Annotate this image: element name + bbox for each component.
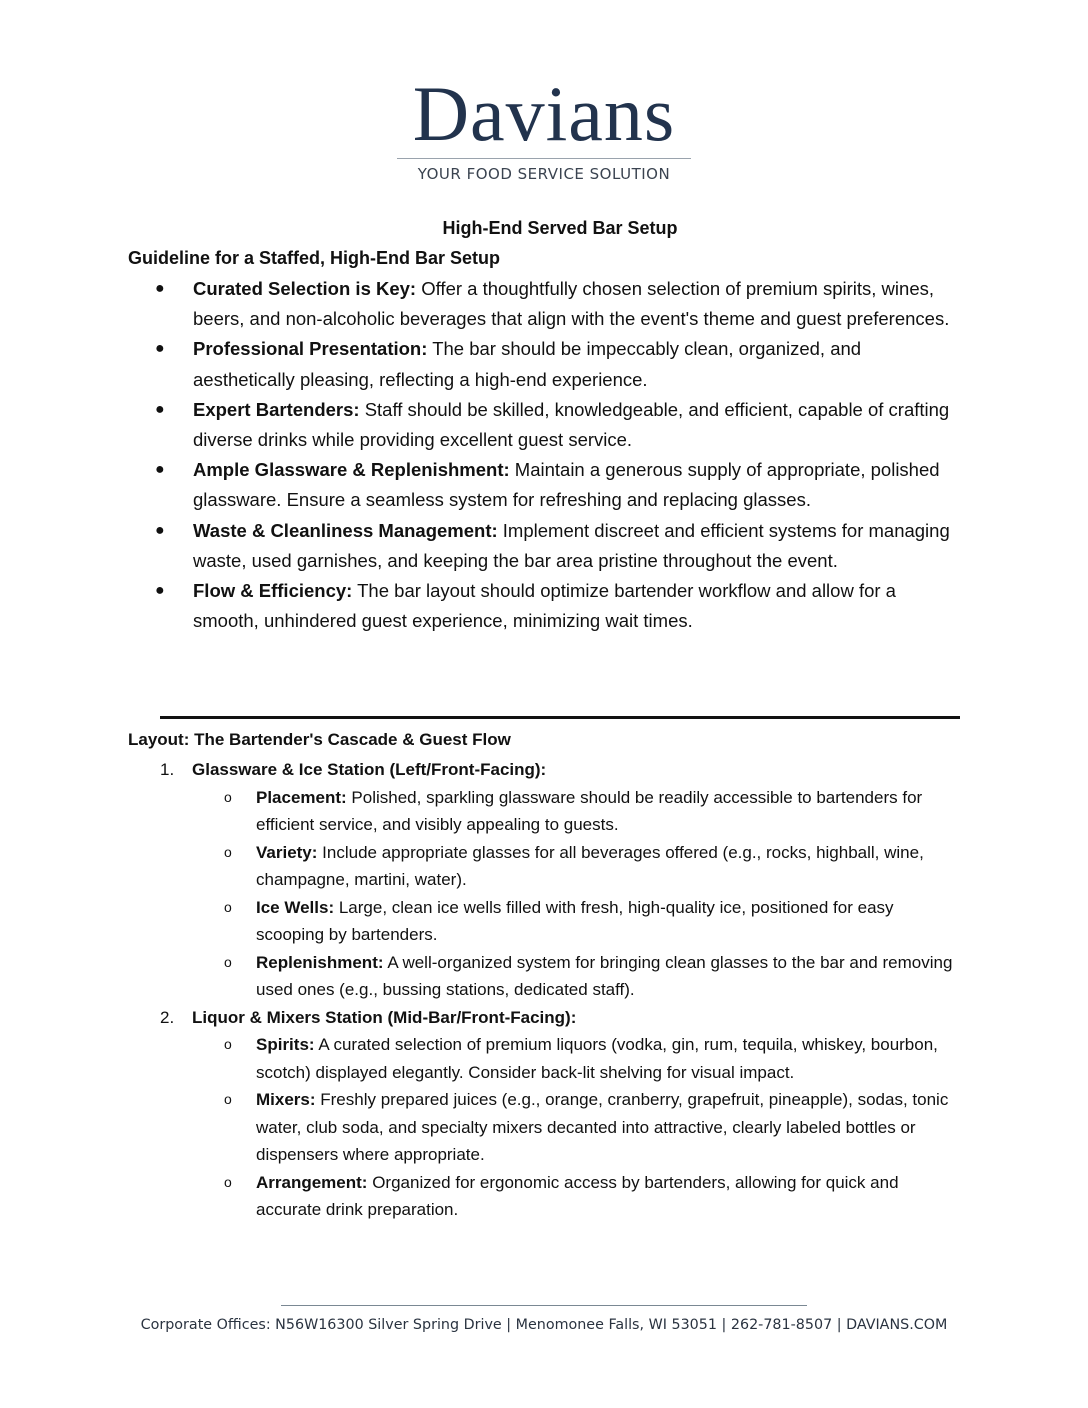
hollow-bullet-icon: o (224, 1091, 232, 1107)
bullet-icon: ● (155, 461, 165, 479)
hollow-bullet-icon: o (224, 843, 232, 860)
logo-tagline: YOUR FOOD SERVICE SOLUTION (417, 165, 671, 183)
station-number: 2. (160, 1007, 175, 1027)
station-list (160, 756, 960, 1224)
subitem-label: Ice Wells: (256, 897, 335, 917)
bullet-icon: ● (155, 400, 165, 418)
subitem-label: Spirits: (256, 1035, 315, 1054)
subitem-text: Polished, sparkling glassware should be readily accessible to bartenders for efficient service, and visibly appealing to guests. (256, 787, 923, 834)
subitem-label: Arrangement: (256, 1172, 368, 1192)
station-title: Glassware & Ice Station (Left/Front-Facing): (192, 760, 547, 779)
station-item (160, 1004, 960, 1224)
station-subitem (192, 784, 960, 839)
logo-divider (397, 158, 691, 159)
hollow-bullet-icon: o (224, 953, 232, 970)
guideline-item-text: Maintain a generous supply of appropriate, polished glassware. Ensure a seamless system for refreshing and replacing glasses. (193, 459, 940, 511)
bullet-icon: ● (155, 340, 165, 358)
guideline-item-label: Professional Presentation: (193, 338, 428, 360)
layout-heading: Layout: The Bartender's Cascade & Guest Flow (128, 730, 511, 749)
guideline-item-text: Implement discreet and efficient systems for managing waste, used garnishes, and keeping the bar area pristine throughout the event. (193, 519, 950, 571)
station-sublist (192, 784, 960, 1004)
guideline-item (155, 274, 965, 334)
footer-divider (281, 1305, 807, 1306)
guideline-item-label: Ample Glassware & Replenishment: (193, 459, 510, 481)
footer-address: Corporate Offices: N56W16300 Silver Spring Drive | Menomonee Falls, WI 53051 | 262-781-8507 | DAVIANS.COM (140, 1317, 948, 1333)
bullet-icon: ● (155, 280, 165, 297)
subitem-text: Freshly prepared juices (e.g., orange, cranberry, grapefruit, pineapple), sodas, tonic water, club soda, and specialty mixers decanted into attractive, clearly labeled bottles or dispensers where appropriate. (256, 1090, 949, 1164)
bullet-icon: ● (155, 582, 165, 600)
hollow-bullet-icon: o (224, 898, 232, 915)
station-subitem (192, 1031, 960, 1086)
logo-wordmark: Davians (412, 70, 676, 157)
section-divider (160, 716, 960, 719)
guideline-list (155, 274, 965, 636)
subitem-text: Organized for ergonomic access by bartenders, allowing for quick and accurate drink preparation. (256, 1172, 899, 1219)
guideline-item (155, 334, 965, 394)
station-subitem (192, 839, 960, 894)
subitem-label: Mixers: (256, 1090, 316, 1109)
station-subitem (192, 1169, 960, 1224)
guideline-item-label: Expert Bartenders: (193, 398, 360, 420)
station-title: Liquor & Mixers Station (Mid-Bar/Front-Facing): (192, 1007, 577, 1027)
guideline-heading: Guideline for a Staffed, High-End Bar Setup (128, 248, 501, 268)
guideline-item-text: The bar layout should optimize bartender workflow and allow for a smooth, unhindered guest experience, minimizing wait times. (193, 580, 896, 632)
subitem-label: Variety: (256, 842, 318, 862)
hollow-bullet-icon: o (224, 1173, 232, 1190)
guideline-item-text: Offer a thoughtfully chosen selection of premium spirits, wines, beers, and non-alcoholic beverages that align with the event's theme and guest preferences. (193, 278, 950, 330)
station-subitem (192, 894, 960, 949)
guideline-item-label: Flow & Efficiency: (193, 580, 353, 602)
subitem-label: Replenishment: (256, 952, 384, 972)
guideline-item-label: Curated Selection is Key: (193, 278, 417, 299)
station-item (160, 756, 960, 1004)
guideline-item (155, 395, 965, 455)
bullet-icon: ● (155, 521, 165, 539)
station-subitem (192, 949, 960, 1004)
hollow-bullet-icon: o (224, 788, 232, 805)
guideline-item (155, 576, 965, 636)
guideline-item (155, 455, 965, 515)
document-title: High-End Served Bar Setup (442, 218, 678, 238)
subitem-text: Large, clean ice wells filled with fresh, high-quality ice, positioned for easy scooping by bartenders. (256, 897, 894, 944)
station-number: 1. (160, 760, 175, 779)
guideline-item (155, 516, 965, 576)
subitem-text: A well-organized system for bringing clean glasses to the bar and removing used ones (e.g., bussing stations, dedicated staff). (256, 952, 953, 999)
guideline-item-text: The bar should be impeccably clean, organized, and aesthetically pleasing, reflecting a high-end experience. (193, 338, 862, 390)
station-sublist (192, 1031, 960, 1224)
davians-logo (0, 72, 1088, 183)
guideline-item-text: Staff should be skilled, knowledgeable, and efficient, capable of crafting diverse drinks while providing excellent guest service. (193, 398, 950, 451)
station-subitem (192, 1086, 960, 1169)
guideline-item-label: Waste & Cleanliness Management: (193, 519, 498, 541)
subitem-label: Placement: (256, 787, 347, 807)
subitem-text: A curated selection of premium liquors (vodka, gin, rum, tequila, whiskey, bourbon, scotch) displayed elegantly. Consider back-lit shelving for visual impact. (256, 1035, 938, 1082)
hollow-bullet-icon: o (224, 1036, 232, 1052)
subitem-text: Include appropriate glasses for all beverages offered (e.g., rocks, highball, wine, champagne, martini, water). (256, 842, 924, 889)
